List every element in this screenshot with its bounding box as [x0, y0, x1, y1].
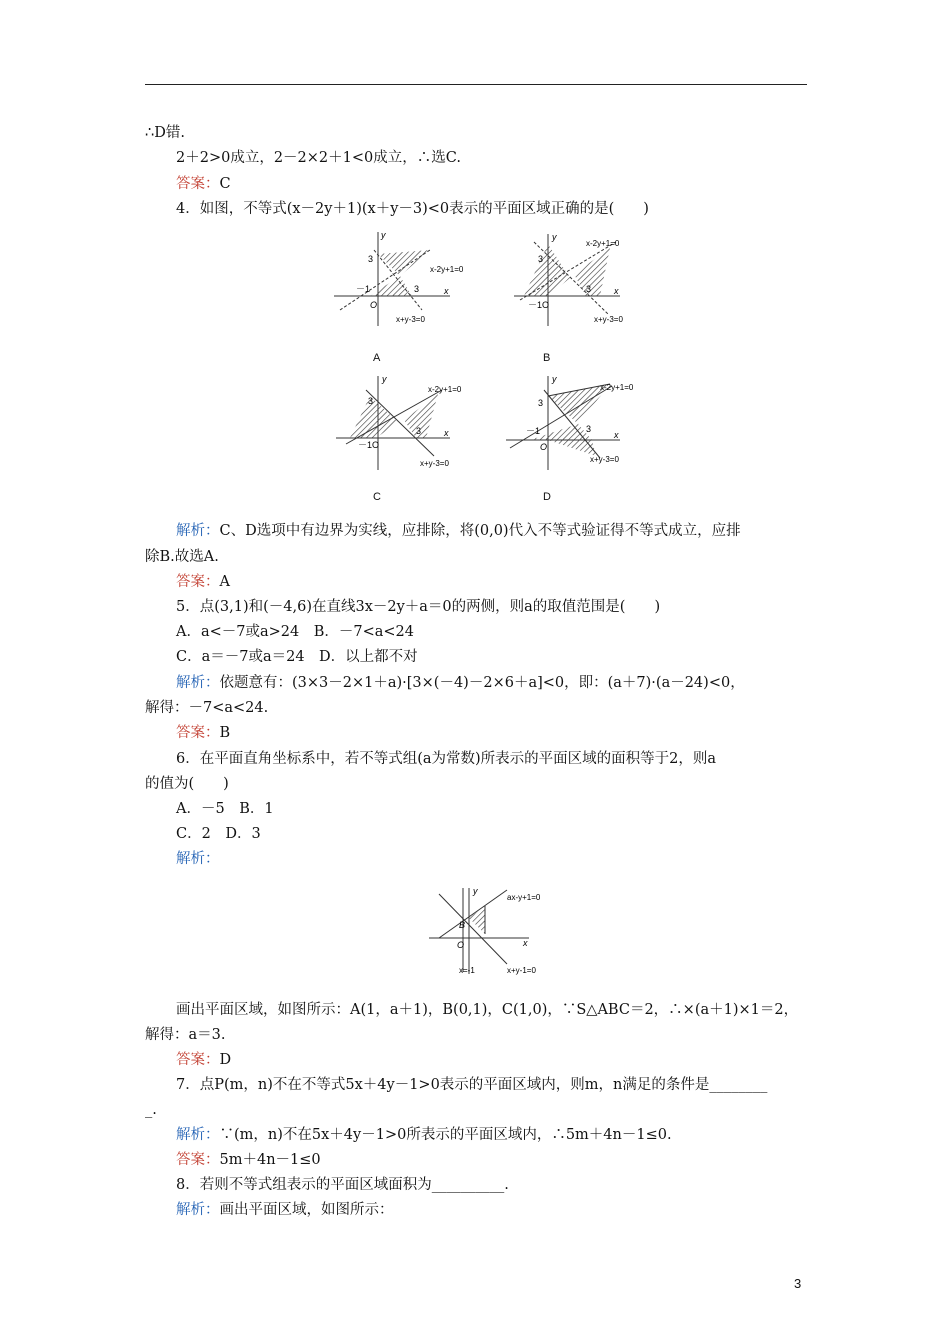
line-label: x-2y+1=0 — [586, 239, 620, 248]
figure-caption: B — [543, 352, 551, 364]
tick-label: －1 — [356, 284, 371, 294]
tick-label: －1 — [526, 426, 541, 436]
tick-label: －1O — [358, 440, 380, 450]
explanation-label: 解析： — [176, 675, 220, 691]
question-6: 6．在平面直角坐标系中，若不等式组(a为常数)所表示的平面区域的面积等于2，则a — [176, 751, 717, 767]
page-number: 3 — [794, 1276, 802, 1291]
question-5: 5．点(3,1)和(－4,6)在直线3x－2y＋a＝0的两侧，则a的取值范围是( ) — [176, 599, 661, 615]
answer-label: 答案： — [176, 176, 220, 192]
answer-line: 答案：5m＋4n－1≤0 — [176, 1152, 321, 1168]
line-label: x+y-3=0 — [420, 459, 449, 468]
line-label: x+y-3=0 — [396, 315, 425, 324]
figure-b — [500, 228, 650, 328]
explanation-label: 解析： — [176, 1202, 220, 1218]
tick-label: 3 — [368, 254, 374, 264]
origin-label: O — [370, 300, 378, 310]
x-axis-label: x — [614, 286, 619, 296]
region-d3 — [548, 440, 596, 456]
figure-caption: D — [543, 491, 551, 503]
answer-label: 答案： — [176, 725, 220, 741]
answer-line: 答案：C — [176, 176, 231, 192]
explanation-line: 解析：画出平面区域，如图所示： — [176, 1202, 394, 1218]
figure-q6 — [425, 884, 565, 980]
explanation-line: 解析：依题意有：(3×3－2×1＋a)·[3×(－4)－2×6＋a]<0，即：(a＋7)·(a－24)<0， — [176, 675, 745, 691]
option-line: C．2 D．3 — [176, 826, 261, 842]
x-axis-label: x — [523, 938, 528, 948]
x-axis-label: x — [444, 428, 449, 438]
region-q6 — [469, 906, 485, 934]
figure-caption: C — [373, 491, 381, 503]
y-axis-label: y — [552, 374, 557, 384]
question-8: 8．若则不等式组表示的平面区域面积为__________. — [176, 1177, 509, 1193]
answer-label: 答案： — [176, 1052, 220, 1068]
tick-label: 3 — [414, 284, 420, 294]
figure-caption: A — [373, 352, 381, 364]
y-axis-label: y — [552, 232, 557, 242]
text-line: 除B.故选A. — [145, 549, 219, 565]
line-label: ax-y+1=0 — [507, 893, 541, 902]
text-line: 2＋2>0成立，2－2×2＋1<0成立，∴选C. — [176, 150, 461, 166]
line-label: x+y-1=0 — [507, 966, 536, 975]
figure-d — [500, 372, 650, 472]
header-rule — [145, 84, 807, 85]
line-label: x-2y+1=0 — [428, 385, 462, 394]
region-c1 — [350, 396, 398, 438]
answer-line: 答案：B — [176, 725, 231, 741]
tick-label: 3 — [416, 426, 422, 436]
answer-line: 答案：D — [176, 1052, 232, 1068]
explanation-label: 解析： — [176, 1127, 220, 1143]
tick-label: 3 — [538, 398, 544, 408]
answer-label: 答案： — [176, 574, 220, 590]
option-line: C．a＝－7或a＝24 D．以上都不对 — [176, 649, 418, 665]
question-4: 4．如图，不等式(x－2y＋1)(x＋y－3)<0表示的平面区域正确的是( ) — [176, 201, 649, 217]
text-line: 解得：－7<a<24. — [145, 700, 269, 716]
text-line: ∴D错. — [145, 125, 185, 141]
line-label: x=-1 — [459, 966, 475, 975]
point-label: B — [459, 920, 466, 930]
explanation-label: 解析： — [176, 851, 220, 867]
text-line: 解得：a＝3. — [145, 1027, 226, 1043]
x-axis-label: x — [614, 430, 619, 440]
origin-label: O — [457, 940, 465, 950]
line-label: x-2y+1=0 — [430, 265, 464, 274]
figure-a — [330, 228, 470, 328]
tick-label: 3 — [368, 396, 374, 406]
y-axis-label: y — [473, 886, 478, 896]
text-line: 的值为( ) — [145, 776, 229, 792]
region-b2 — [574, 248, 610, 296]
tick-label: 3 — [538, 254, 544, 264]
line-label: x+y-3=0 — [594, 315, 623, 324]
explanation-line — [176, 849, 220, 869]
tick-label: 3 — [586, 424, 592, 434]
answer-label: 答案： — [176, 1152, 220, 1168]
text-line: _. — [145, 1102, 157, 1118]
option-line: A．a<－7或a>24 B．－7<a<24 — [176, 624, 415, 640]
origin-label: O — [540, 442, 548, 452]
y-axis-label: y — [381, 230, 386, 240]
line-label: x-2y+1=0 — [600, 383, 634, 392]
x-axis-label: x — [444, 286, 449, 296]
question-7: 7．点P(m，n)不在不等式5x＋4y－1>0表示的平面区域内，则m，n满足的条件是________ — [176, 1077, 768, 1093]
figure-c — [330, 372, 470, 472]
option-line: A．－5 B．1 — [176, 801, 274, 817]
region-a1 — [378, 250, 430, 276]
answer-line: 答案：A — [176, 574, 230, 590]
tick-label: 3 — [586, 284, 592, 294]
explanation-label: 解析： — [176, 523, 220, 539]
region-a2 — [370, 276, 412, 296]
explanation-line: 解析：C、D选项中有边界为实线，应排除，将(0,0)代入不等式验证得不等式成立，应排 — [176, 523, 741, 539]
line-label: x+y-3=0 — [590, 455, 619, 464]
text-line: 画出平面区域，如图所示：A(1，a＋1)，B(0,1)，C(1,0)，∵S△ABC＝2，∴×(a＋1)×1＝2， — [176, 1002, 799, 1018]
tick-label: －1O — [528, 300, 550, 310]
explanation-line: 解析：∵(m，n)不在5x＋4y－1>0所表示的平面区域内，∴5m＋4n－1≤0. — [176, 1127, 672, 1143]
y-axis-label: y — [382, 374, 387, 384]
